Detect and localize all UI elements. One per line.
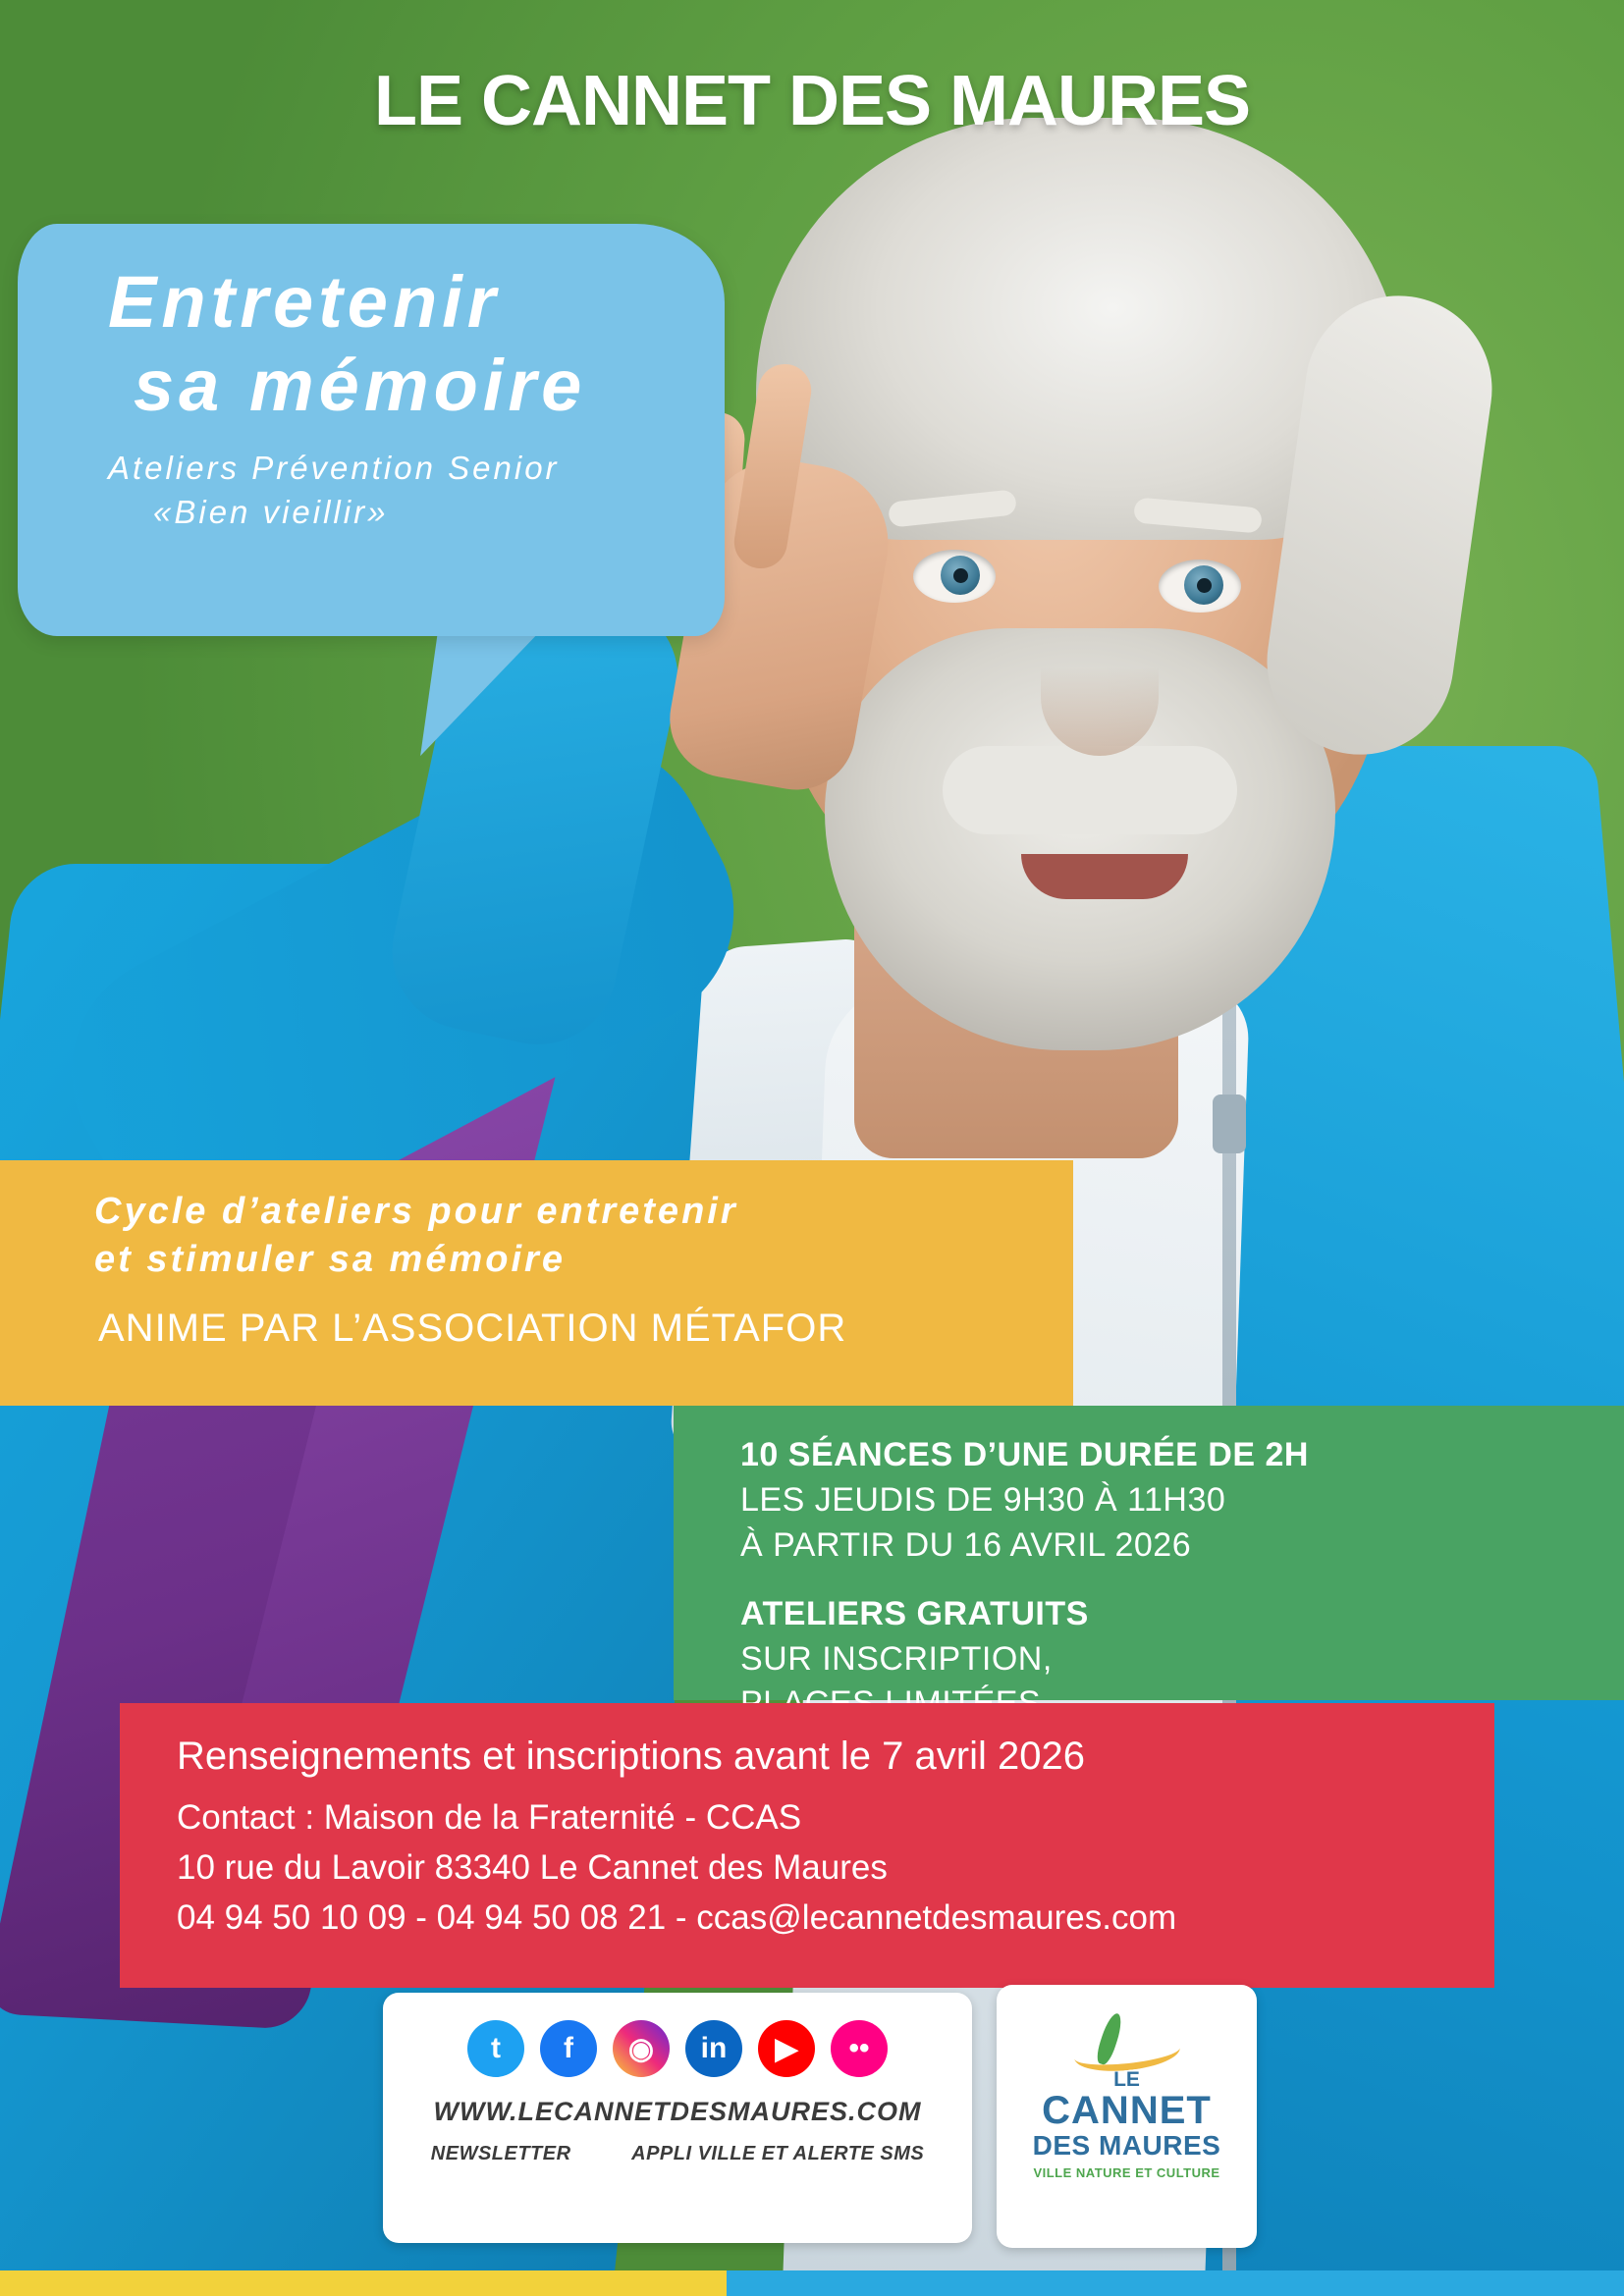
bottom-strip-blue	[727, 2270, 1624, 2296]
sessions-schedule: LES JEUDIS DE 9H30 À 11H30	[740, 1480, 1226, 1519]
contact-organisation: Contact : Maison de la Fraternité - CCAS	[177, 1798, 802, 1837]
yellow-info-band	[0, 1160, 1073, 1406]
bubble-subtitle-line1: Ateliers Prévention Senior	[108, 450, 560, 487]
flickr-icon[interactable]: ••	[831, 2020, 888, 2077]
contact-phone-email: 04 94 50 10 09 - 04 94 50 08 21 - ccas@lecannetdesmaures.com	[177, 1897, 1177, 1937]
free-workshops-title: ATELIERS GRATUITS	[740, 1594, 1089, 1632]
association-line: ANIME PAR L’ASSOCIATION MÉTAFOR	[98, 1306, 847, 1350]
registration-deadline: Renseignements et inscriptions avant le 7 avril 2026	[177, 1735, 1085, 1778]
green-details-content	[674, 1406, 1624, 1727]
website-url[interactable]: WWW.LECANNETDESMAURES.COM	[433, 2097, 922, 2126]
card-footer-row	[383, 2143, 972, 2165]
social-icons-row	[383, 1993, 972, 2077]
green-details-band	[674, 1406, 1624, 1700]
bubble-headline-line2: sa mémoire	[134, 345, 587, 427]
newsletter-label: NEWSLETTER	[430, 2143, 571, 2164]
twitter-icon[interactable]: t	[467, 2020, 524, 2077]
social-media-card	[383, 1993, 972, 2243]
instagram-icon[interactable]: ◉	[613, 2020, 670, 2077]
sessions-start-date: À PARTIR DU 16 AVRIL 2026	[740, 1525, 1192, 1564]
yellow-handwritten-line1: Cycle d’ateliers pour entretenir	[94, 1191, 738, 1232]
registration-note: SUR INSCRIPTION,	[740, 1639, 1053, 1678]
nose	[1041, 609, 1159, 756]
pupil-left	[953, 568, 968, 583]
jacket-zip-pull	[1213, 1095, 1246, 1153]
contact-address: 10 rue du Lavoir 83340 Le Cannet des Maures	[177, 1847, 888, 1887]
spacer	[740, 1569, 1624, 1592]
mobile-app-label: APPLI VILLE ET ALERTE SMS	[631, 2143, 925, 2164]
facebook-icon[interactable]: f	[540, 2020, 597, 2077]
logo-tagline: VILLE NATURE ET CULTURE	[1033, 2165, 1220, 2181]
sessions-title: 10 SÉANCES D’UNE DURÉE DE 2H	[740, 1436, 1309, 1473]
logo-text-des-maures: DES MAURES	[1032, 2130, 1221, 2161]
bubble-headline-line1: Entretenir	[108, 261, 501, 343]
red-contact-band	[120, 1703, 1494, 1988]
linkedin-icon[interactable]: in	[685, 2020, 742, 2077]
bubble-subtitle	[108, 447, 697, 534]
youtube-icon[interactable]: ▶	[758, 2020, 815, 2077]
logo-text-le: LE	[1113, 2068, 1140, 2091]
bottom-strip-yellow	[0, 2270, 727, 2296]
logo-text-cannet: CANNET	[1042, 2089, 1212, 2132]
speech-bubble-content	[108, 260, 697, 534]
logo-swoosh-icon	[1068, 2010, 1186, 2065]
red-contact-content	[120, 1703, 1494, 1943]
city-logo-card	[997, 1985, 1257, 2248]
mouth	[1021, 854, 1188, 899]
yellow-handwritten-text	[0, 1160, 1073, 1285]
page-title: LE CANNET DES MAURES	[373, 62, 1251, 140]
pupil-right	[1197, 578, 1212, 593]
bubble-subtitle-line2: «Bien vieillir»	[153, 493, 389, 530]
yellow-handwritten-line2: et stimuler sa mémoire	[94, 1239, 566, 1281]
mustache	[943, 746, 1237, 834]
